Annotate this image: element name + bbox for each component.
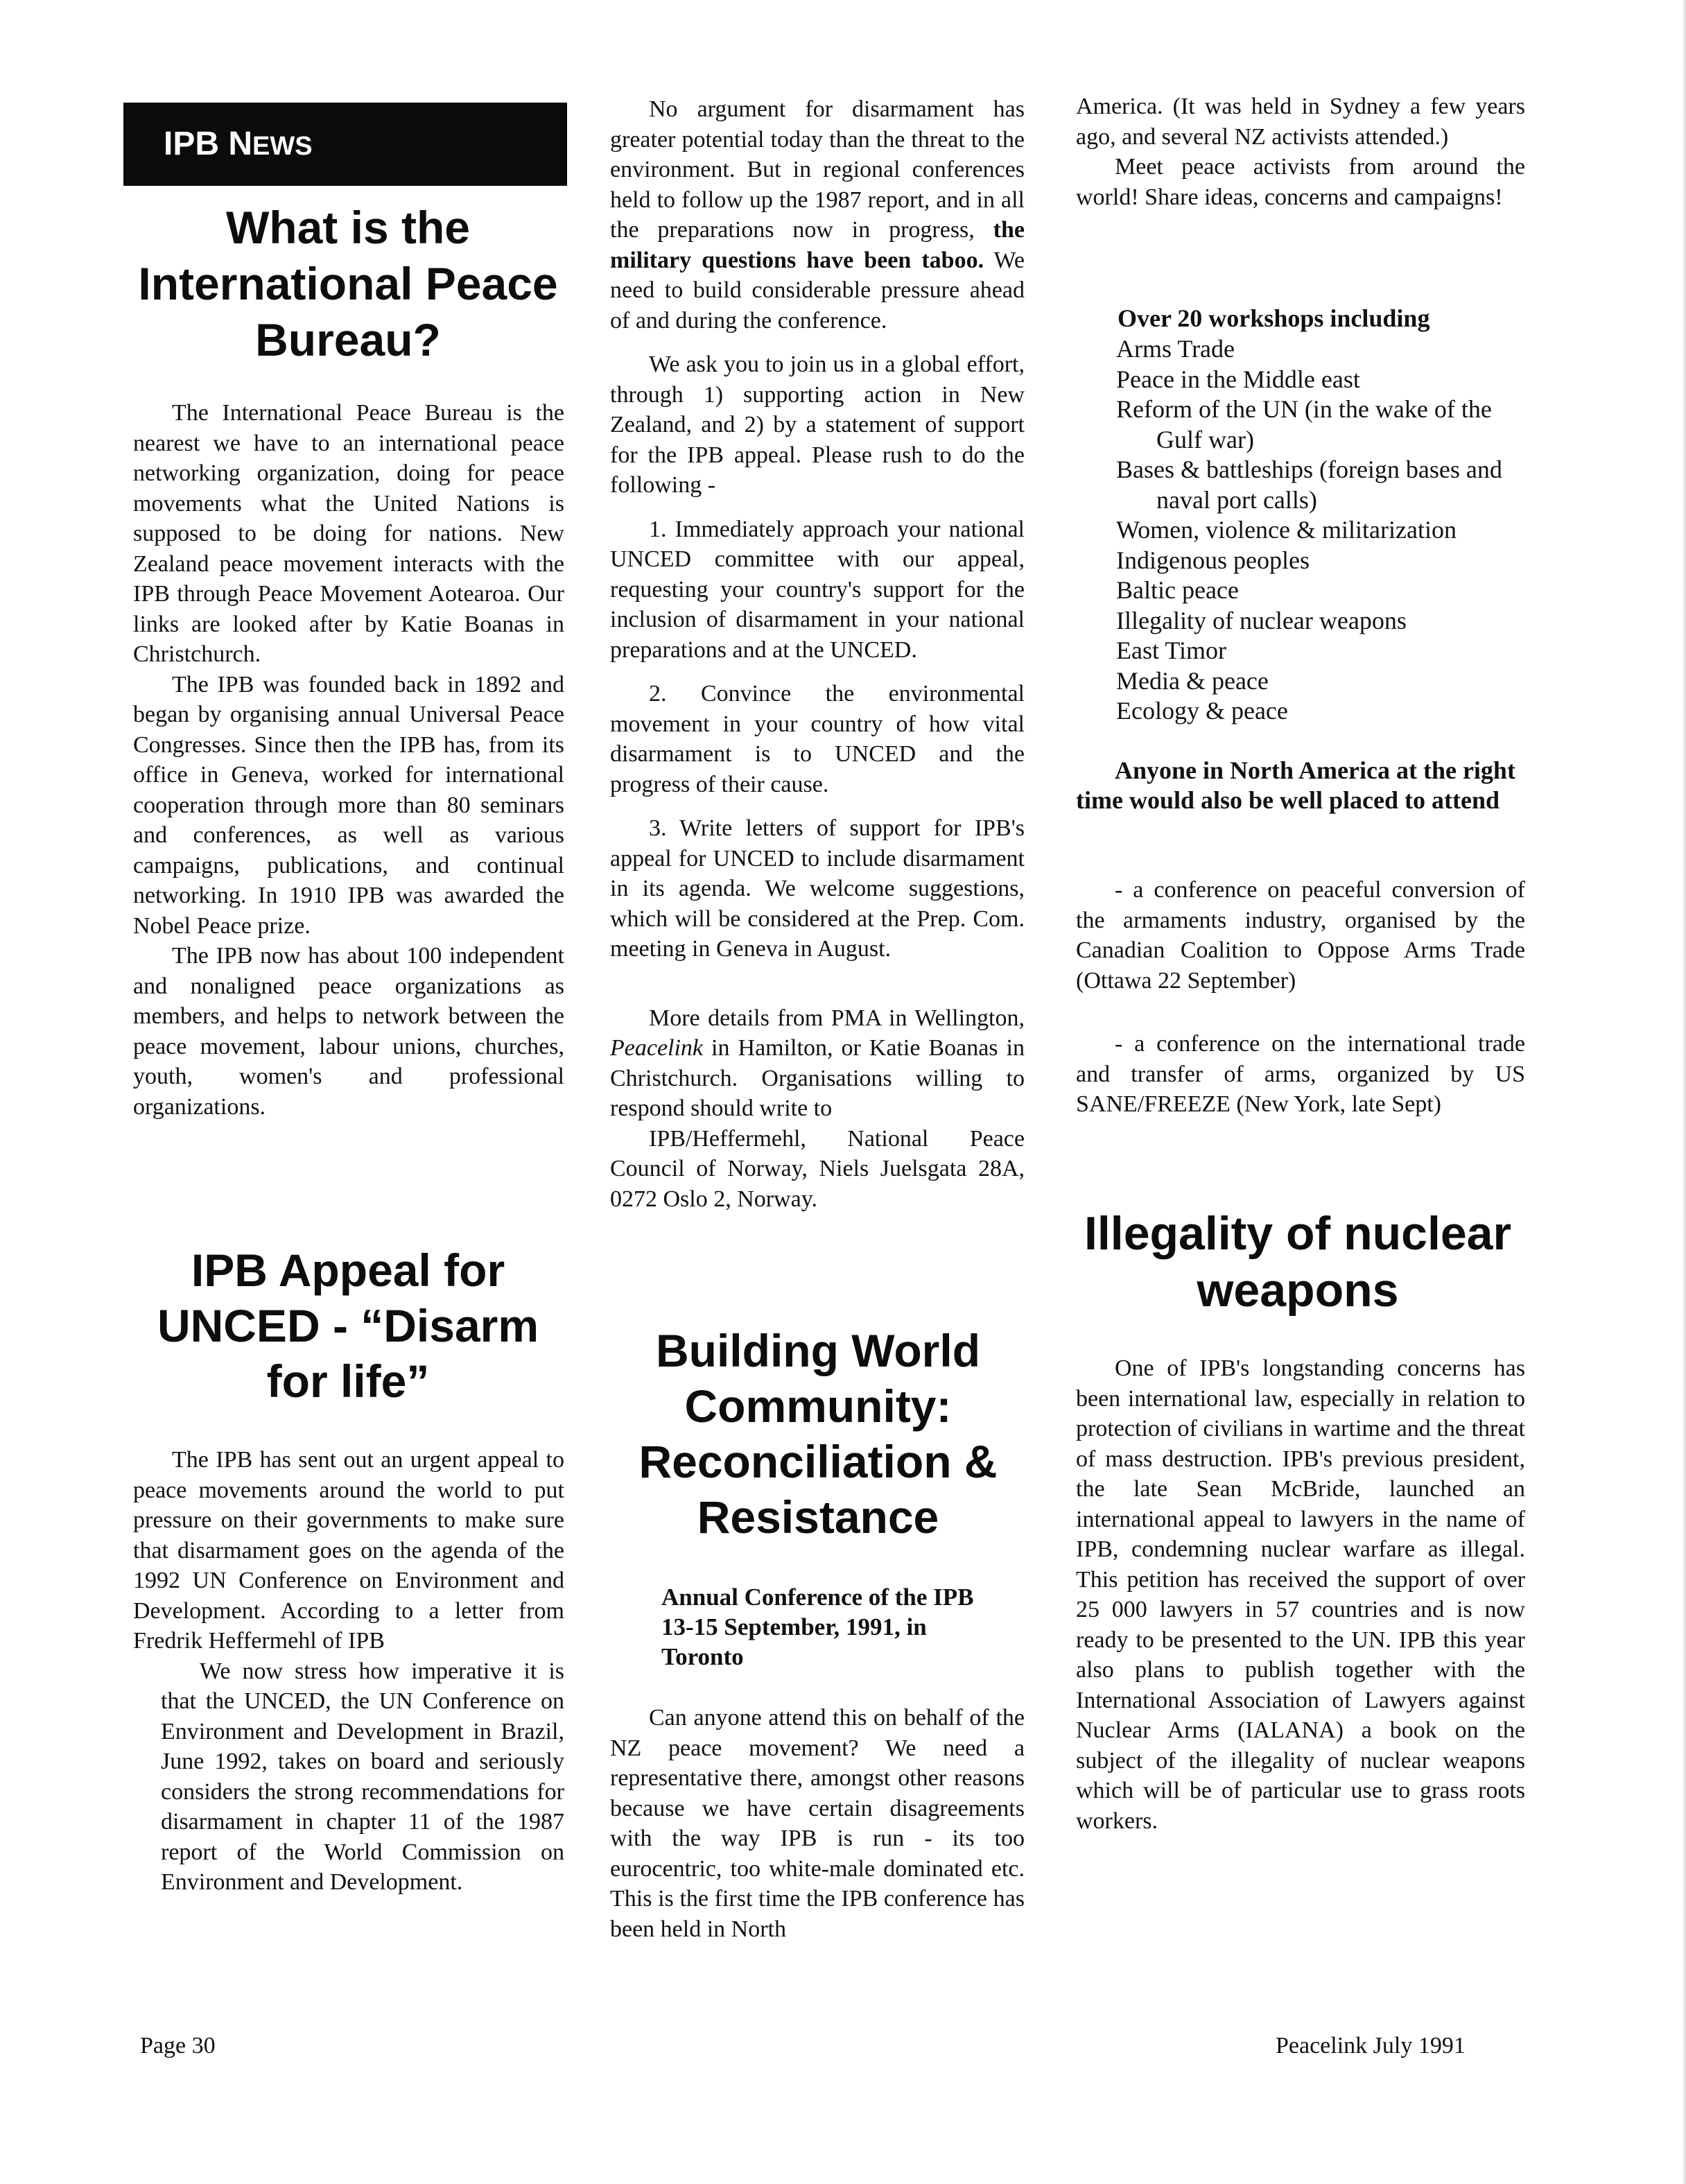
article-appeal-continued <box>610 94 1025 1214</box>
workshop-item: Illegality of nuclear weapons <box>1116 606 1407 634</box>
text: in Hamilton, or Katie Boanas in Christchurch. Organisations willing to respond should write to <box>610 1035 1025 1121</box>
page-number: Page 30 <box>140 2033 216 2059</box>
heading-what-is-ipb: What is the International Peace Bureau? <box>138 202 558 365</box>
action-item: 1. Immediately approach your national UNCED committee with our appeal, requesting your country's support for the inclusion of disarmament in your national preparations and at the UNCED. <box>610 516 1025 663</box>
paragraph: America. (It was held in Sydney a few years ago, and several NZ activists attended.) <box>1076 94 1525 150</box>
workshop-item: Women, violence & militarization <box>1116 516 1457 544</box>
workshop-item: Arms Trade <box>1116 335 1235 363</box>
workshop-item: Bases & battleships (foreign bases and naval port calls) <box>1116 456 1502 514</box>
article-conference <box>610 1703 1025 1944</box>
workshop-item: Reform of the UN (in the wake of the Gulf war) <box>1116 395 1492 453</box>
paragraph: We ask you to join us in a global effort, through 1) supporting action in New Zealand, and 2) by a statement of support for the IPB appeal. Please rush to do the following - <box>610 352 1025 498</box>
publication-name: Peacelink <box>610 1035 704 1061</box>
banner-text-3: EWS <box>252 132 313 161</box>
conference-item: - a conference on peaceful conversion of the armaments industry, organised by the Canadian Coalition to Oppose Arms Trade (Ottawa 22 September) <box>1076 877 1525 994</box>
paragraph <box>610 1003 1025 1124</box>
subhead-line: Annual Conference of the IPB <box>661 1584 974 1611</box>
subhead-line: Toronto <box>661 1643 744 1670</box>
paragraph: The IPB has sent out an urgent appeal to peace movements around the world to put pressure on their governments to make sure that disarmament goes on the agenda of the 1992 UN Conference on Environment and Development. According to a letter from Fredrik Heffermehl of IPB <box>133 1447 564 1654</box>
text: More details from PMA in Wellington, <box>649 1005 1025 1031</box>
action-item: 2. Convince the environmental movement in your country of how vital disarmament is to UNCED and the progress of their cause. <box>610 681 1025 797</box>
heading-ipb-appeal: IPB Appeal for UNCED - “Disarm for life” <box>157 1245 539 1407</box>
heading-illegality: Illegality of nuclear weapons <box>1084 1207 1511 1317</box>
article-conference-continued <box>1076 92 1525 212</box>
text: We need to build considerable pressure ahead of and during the conference. <box>610 247 1025 333</box>
paragraph: One of IPB's longstanding concerns has been international law, especially in relation to protection of civilians in wartime and the threat of mass destruction. IPB's previous president, the late Sean McBride, launched an international appeal to lawyers in the name of IPB, condemning nuclear warfare as illegal. This petition has received the support of over 25 000 lawyers in 57 countries and is now ready to be presented to the UN. IPB this year also plans to publish together with the International Association of Lawyers against Nuclear Arms (IALANA) a book on the subject of the illegality of nuclear weapons which will be of particular use to grass roots workers. <box>1076 1355 1525 1834</box>
banner-text-2: N <box>228 125 253 162</box>
subhead-line: 13-15 September, 1991, in <box>661 1613 927 1640</box>
action-item: 3. Write letters of support for IPB's appeal for UNCED to include disarmament in its agenda. We welcome suggestions, which will be considered at the Prep. Com. meeting in Geneva in August. <box>610 815 1025 962</box>
workshop-item: Baltic peace <box>1116 576 1239 604</box>
article-illegality <box>1076 1353 1525 1836</box>
section-banner <box>123 103 567 186</box>
paragraph: Can anyone attend this on behalf of the NZ peace movement? We need a representative there, amongst other reasons because we have certain disagreements with the way IPB is run - its too eurocentric, too white-male dominated etc. This is the first time the IPB conference has been held in North <box>610 1705 1025 1942</box>
emphasis: the military questions have been taboo. <box>610 217 1025 273</box>
workshop-item: Media & peace <box>1116 666 1269 695</box>
workshop-item: East Timor <box>1116 636 1227 664</box>
workshop-item: Indigenous peoples <box>1116 546 1310 574</box>
heading-building-world-community: Building World Community: Reconciliation & Resistance <box>638 1325 998 1543</box>
paragraph: The International Peace Bureau is the nearest we have to an international peace networking organization, doing for peace movements what the United Nations is supposed to be doing for nations. New Zealand peace movement interacts with the IPB through Peace Movement Aotearoa. Our links are looked after by Katie Boanas in Christchurch. <box>133 400 564 667</box>
north-america-note: Anyone in North America at the right time would also be well placed to attend <box>1076 756 1515 814</box>
conferences <box>1076 875 1525 1120</box>
workshop-item: Ecology & peace <box>1116 697 1288 725</box>
block-quote: We now stress how imperative it is that the UNCED, the UN Conference on Environment and Development in Brazil, June 1992, takes on board and seriously considers the strong recommendations for disarmament in chapter 11 of the 1987 report of the World Commission on Environment and Development. <box>161 1658 564 1895</box>
publication-footer: Peacelink July 1991 <box>1276 2033 1466 2059</box>
paragraph: Meet peace activists from around the world! Share ideas, concerns and campaigns! <box>1076 154 1525 210</box>
paragraph: The IPB was founded back in 1892 and began by organising annual Universal Peace Congresses. Since then the IPB has, from its office in Geneva, worked for international cooperation through more than 80 seminars and conferences, as well as various campaigns, publications, and continual networking. In 1910 IPB was awarded the Nobel Peace prize. <box>133 671 564 939</box>
article-what-is-ipb <box>133 398 564 1122</box>
workshops-list <box>1076 334 1520 727</box>
text: No argument for disarmament has greater potential today than the threat to the environment. But in regional conferences held to follow up the 1987 report, and in all the preparations now in progress, <box>610 96 1025 243</box>
paragraph <box>610 94 1025 336</box>
workshops-title: Over 20 workshops including <box>1118 304 1430 332</box>
banner-text-1: IPB <box>164 125 229 162</box>
workshop-item: Peace in the Middle east <box>1116 365 1360 393</box>
action-list <box>610 514 1025 964</box>
paragraph: The IPB now has about 100 independent and nonaligned peace organizations as members, and helps to network between the peace movement, labour unions, churches, youth, women's and professional organizations. <box>133 943 564 1120</box>
article-ipb-appeal <box>133 1445 564 1898</box>
address: IPB/Heffermehl, National Peace Council of Norway, Niels Juelsgata 28A, 0272 Oslo 2, Norway. <box>610 1125 1025 1212</box>
conference-subhead <box>661 1582 973 1672</box>
scan-edge-shadow <box>1682 0 1686 2184</box>
conference-item: - a conference on the international trade and transfer of arms, organized by US SANE/FREEZE (New York, late Sept) <box>1076 1031 1525 1117</box>
